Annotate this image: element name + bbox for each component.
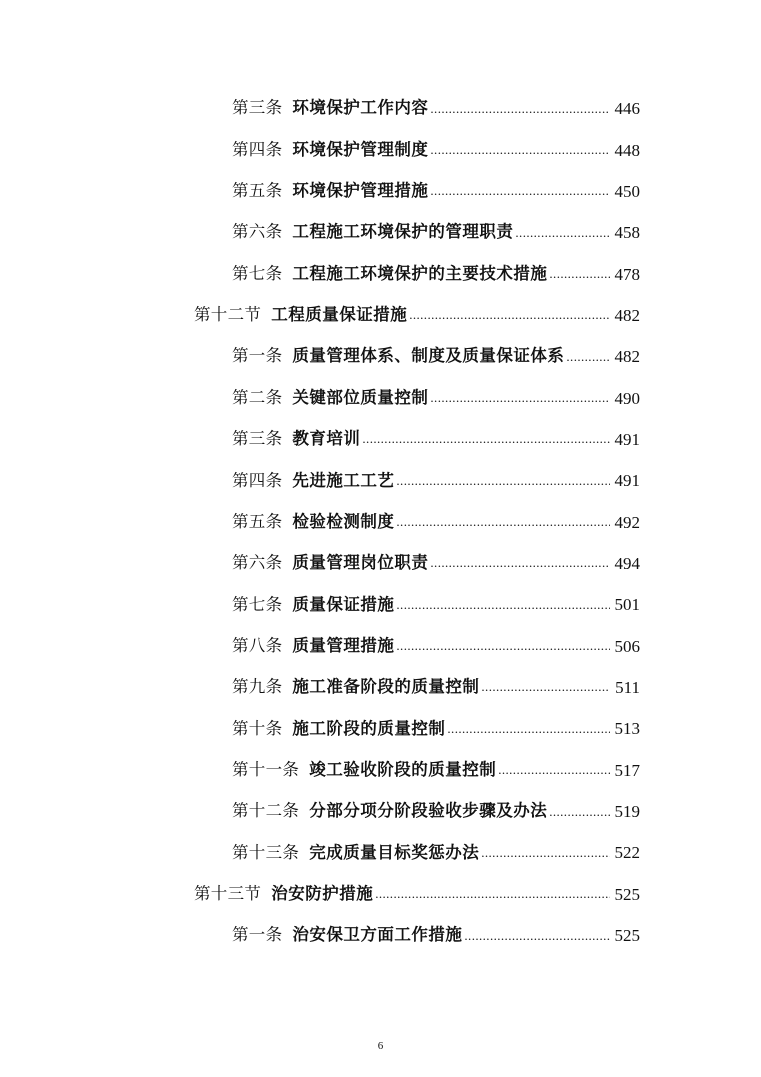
dot-leader	[481, 845, 610, 861]
toc-entry-title: 工程质量保证措施	[271, 305, 408, 325]
toc-entry-title: 检验检测制度	[292, 511, 395, 531]
dot-leader	[430, 142, 610, 158]
toc-entry-label: 第二条	[232, 387, 283, 407]
toc-entry[interactable]	[0, 460, 761, 501]
toc-entry[interactable]	[0, 543, 761, 584]
toc-entry-page: 491	[614, 471, 640, 491]
toc-entry-title: 质量管理体系、制度及质量保证体系	[292, 346, 565, 366]
toc-entry-page: 525	[614, 926, 640, 946]
dot-leader	[549, 804, 610, 820]
toc-section-entry[interactable]	[0, 295, 761, 336]
dot-leader	[396, 473, 610, 489]
toc-entry-label: 第七条	[232, 594, 283, 614]
toc-entry-label: 第十三节	[194, 883, 262, 903]
toc-entry-page: 482	[614, 347, 640, 367]
toc-entry-page: 491	[614, 429, 640, 449]
toc-entry-label: 第一条	[232, 346, 283, 366]
toc-entry-page: 506	[614, 636, 640, 656]
toc-section-entry[interactable]	[0, 874, 761, 915]
toc-entry-label: 第十一条	[232, 759, 300, 779]
toc-entry-label: 第十条	[232, 718, 283, 738]
toc-entry-page: 511	[615, 677, 640, 697]
toc-entry[interactable]	[0, 377, 761, 418]
toc-entry-title: 工程施工环境保护的主要技术措施	[292, 263, 548, 283]
page-number: 6	[377, 1040, 384, 1052]
toc-entry[interactable]	[0, 667, 761, 708]
toc-entry-title: 关键部位质量控制	[292, 387, 429, 407]
toc-entry-page: 478	[614, 264, 640, 284]
dot-leader	[430, 101, 610, 117]
dot-leader	[566, 349, 610, 365]
toc-entry[interactable]	[0, 584, 761, 625]
toc-entry-label: 第六条	[232, 222, 283, 242]
dot-leader	[362, 431, 610, 447]
toc-entry-page: 492	[614, 512, 640, 532]
toc-entry-page: 482	[614, 305, 640, 325]
dot-leader	[396, 638, 610, 654]
toc-entry-label: 第六条	[232, 553, 283, 573]
toc-entry-title: 治安保卫方面工作措施	[292, 925, 463, 945]
toc-entry-title: 质量管理措施	[292, 635, 395, 655]
toc-entry[interactable]	[0, 129, 761, 170]
toc-entry-label: 第八条	[232, 635, 283, 655]
toc-entry[interactable]	[0, 419, 761, 460]
toc-entry-title: 环境保护管理制度	[292, 139, 429, 159]
toc-entry-label: 第一条	[232, 925, 283, 945]
toc-entry[interactable]	[0, 336, 761, 377]
toc-entry-page: 517	[614, 760, 640, 780]
dot-leader	[515, 225, 610, 241]
toc-entry-title: 完成质量目标奖惩办法	[309, 842, 480, 862]
dot-leader	[430, 555, 610, 571]
toc-entry-label: 第十三条	[232, 842, 300, 862]
toc-entry-label: 第十二条	[232, 801, 300, 821]
toc-entry[interactable]	[0, 708, 761, 749]
toc-entry-page: 450	[614, 181, 640, 201]
dot-leader	[430, 183, 610, 199]
dot-leader	[409, 307, 610, 323]
toc-entry[interactable]	[0, 625, 761, 666]
dot-leader	[481, 679, 610, 695]
dot-leader	[396, 514, 610, 530]
toc-entry-page: 458	[614, 223, 640, 243]
dot-leader	[375, 886, 610, 902]
dot-leader	[464, 928, 610, 944]
dot-leader	[549, 266, 610, 282]
toc-entry-label: 第十二节	[194, 305, 262, 325]
toc-entry-label: 第三条	[232, 98, 283, 118]
toc-entry-title: 竣工验收阶段的质量控制	[309, 759, 497, 779]
toc-entry-page: 513	[614, 719, 640, 739]
dot-leader	[447, 721, 610, 737]
toc-entry[interactable]	[0, 253, 761, 294]
toc-entry-page: 494	[614, 553, 640, 573]
toc-entry[interactable]	[0, 501, 761, 542]
toc-entry-page: 448	[614, 140, 640, 160]
toc-entry[interactable]	[0, 915, 761, 956]
toc-entry-title: 质量保证措施	[292, 594, 395, 614]
toc-entry-title: 质量管理岗位职责	[292, 553, 429, 573]
table-of-contents	[0, 88, 761, 956]
toc-entry-title: 工程施工环境保护的管理职责	[292, 222, 514, 242]
toc-entry-title: 先进施工工艺	[292, 470, 395, 490]
toc-entry-page: 501	[614, 595, 640, 615]
toc-entry-label: 第五条	[232, 181, 283, 201]
toc-entry-title: 环境保护管理措施	[292, 181, 429, 201]
toc-entry-title: 分部分项分阶段验收步骤及办法	[309, 801, 548, 821]
toc-entry-page: 525	[614, 884, 640, 904]
toc-entry[interactable]	[0, 791, 761, 832]
toc-entry-label: 第三条	[232, 429, 283, 449]
toc-entry[interactable]	[0, 88, 761, 129]
dot-leader	[498, 762, 610, 778]
toc-entry-title: 教育培训	[292, 429, 361, 449]
toc-entry-title: 环境保护工作内容	[292, 98, 429, 118]
toc-entry-page: 446	[614, 99, 640, 119]
toc-entry-label: 第五条	[232, 511, 283, 531]
dot-leader	[430, 390, 610, 406]
toc-entry-label: 第九条	[232, 677, 283, 697]
toc-entry-page: 490	[614, 388, 640, 408]
toc-entry[interactable]	[0, 750, 761, 791]
toc-entry[interactable]	[0, 212, 761, 253]
toc-entry[interactable]	[0, 832, 761, 873]
toc-entry-page: 522	[614, 843, 640, 863]
toc-entry-label: 第七条	[232, 263, 283, 283]
toc-entry-label: 第四条	[232, 470, 283, 490]
dot-leader	[396, 597, 610, 613]
toc-entry[interactable]	[0, 171, 761, 212]
toc-entry-title: 治安防护措施	[271, 883, 374, 903]
toc-entry-page: 519	[614, 802, 640, 822]
toc-entry-title: 施工阶段的质量控制	[292, 718, 446, 738]
toc-entry-label: 第四条	[232, 139, 283, 159]
toc-entry-title: 施工准备阶段的质量控制	[292, 677, 480, 697]
